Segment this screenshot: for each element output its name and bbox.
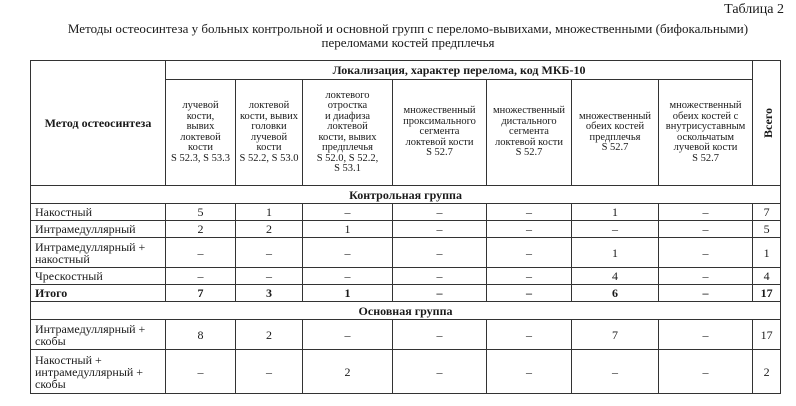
group-title: Основная группа (31, 302, 781, 320)
value-cell: – (303, 238, 393, 268)
column-header-line: отростка (327, 100, 368, 111)
value-cell: 4 (753, 268, 781, 285)
value-cell: – (236, 350, 303, 394)
value-cell: – (393, 238, 487, 268)
value-cell: – (303, 320, 393, 350)
column-header-line: локтевой (327, 121, 368, 132)
column-header-line: множественный (403, 105, 476, 117)
column-header (393, 80, 487, 186)
column-header-line: множественный (492, 105, 565, 117)
value-cell: – (487, 238, 572, 268)
value-cell: – (393, 285, 487, 302)
column-header-line: S 52.3, S 53.3 (171, 152, 230, 164)
value-cell: 2 (236, 221, 303, 238)
column-header-line: S 52.7 (426, 147, 453, 159)
group-title: Контрольная группа (31, 186, 781, 204)
value-cell: 17 (753, 285, 781, 302)
column-header-line: S 52.7 (692, 152, 719, 164)
column-header-line: кости, (186, 110, 215, 122)
column-header-line: S 52.7 (515, 147, 543, 159)
method-text: Интрамедуллярный + (35, 321, 146, 336)
value-cell: – (659, 238, 753, 268)
column-header-line: кости, вывих (239, 110, 299, 122)
column-header-line: кости (256, 142, 282, 153)
value-cell: 2 (166, 221, 236, 238)
column-header-line: сегмента (509, 126, 549, 138)
value-cell: – (572, 221, 659, 238)
value-cell: – (393, 350, 487, 394)
value-cell: 2 (303, 350, 393, 394)
table-body (31, 186, 781, 394)
value-cell: 7 (166, 285, 236, 302)
table-row (31, 238, 781, 268)
column-header-line: кости (188, 142, 213, 153)
table-row (31, 221, 781, 238)
value-cell: – (487, 221, 572, 238)
column-header-line: S 52.0, S 52.2, (316, 152, 379, 164)
method-cell (31, 204, 166, 221)
method-text: накостный (35, 251, 90, 266)
column-header-line: вывих (186, 121, 215, 132)
value-cell: 6 (572, 285, 659, 302)
value-cell: – (659, 268, 753, 285)
value-cell: 1 (236, 204, 303, 221)
column-header (659, 80, 753, 186)
column-header-line: обеих костей с (672, 110, 739, 122)
method-cell (31, 221, 166, 238)
column-header (303, 80, 393, 186)
method-text: Накостный (35, 205, 92, 219)
value-cell: – (166, 350, 236, 394)
group-row (31, 302, 781, 320)
value-cell: 1 (303, 221, 393, 238)
value-cell: – (236, 238, 303, 268)
column-header-line: сегмента (419, 126, 460, 138)
value-cell: 3 (236, 285, 303, 302)
method-text: Итого (35, 286, 68, 300)
value-cell: 4 (572, 268, 659, 285)
column-header-line: лучевой (182, 100, 219, 111)
method-text: интрамедуллярный + (35, 364, 144, 379)
value-cell: – (303, 268, 393, 285)
value-cell: – (303, 204, 393, 221)
value-cell: 1 (572, 204, 659, 221)
method-cell (31, 350, 166, 394)
column-header-line: S 53.1 (334, 163, 361, 174)
value-cell: – (659, 320, 753, 350)
column-header-line: предплечья (589, 131, 641, 143)
value-cell: – (659, 221, 753, 238)
total-header (753, 61, 781, 186)
column-header-line: лучевой кости (673, 142, 738, 153)
column-header-line: и диафиза (324, 110, 371, 122)
value-cell: 2 (753, 350, 781, 394)
column-header-line: оскольчатым (677, 131, 735, 143)
column-header-line: локтевого (325, 89, 370, 101)
table-row (31, 268, 781, 285)
column-header-line: проксимального (403, 115, 476, 127)
column-header-line: множественный (578, 110, 651, 122)
column-header (166, 80, 236, 186)
value-cell: 1 (303, 285, 393, 302)
value-cell: – (487, 285, 572, 302)
column-header-line: множественный (669, 100, 742, 111)
value-cell: – (572, 350, 659, 394)
value-cell: – (393, 204, 487, 221)
method-text: скобы (35, 333, 66, 348)
value-cell: – (659, 285, 753, 302)
value-cell: – (487, 204, 572, 221)
value-cell: – (166, 268, 236, 285)
column-header (572, 80, 659, 186)
caption-line-1: Методы остеосинтеза у больных контрольной и основной групп с переломо-вывихами, множественными (бифокальными) (67, 21, 749, 36)
column-header-line: S 52.2, S 53.0 (239, 152, 299, 164)
column-header-line: головки (251, 121, 287, 132)
table-caption (30, 22, 786, 50)
value-cell: 7 (572, 320, 659, 350)
method-text: Интрамедуллярный (35, 222, 136, 236)
method-text: Чрескостный (35, 269, 103, 283)
column-header-line: локтевой (248, 100, 290, 111)
value-cell: – (487, 320, 572, 350)
column-header-line: внутрисуставным (665, 121, 746, 132)
value-cell: 5 (753, 221, 781, 238)
column-header-line: кости, вывих (318, 131, 377, 143)
total-row (31, 285, 781, 302)
table-number: Таблица 2 (724, 2, 784, 17)
method-text: Интрамедуллярный + (35, 239, 146, 254)
column-header (487, 80, 572, 186)
method-text: Накостный + (35, 352, 102, 367)
caption-line-2: переломами костей предплечья (321, 35, 495, 50)
column-header-line: дистального (501, 115, 557, 127)
column-header-line: лучевой (250, 131, 288, 143)
table-row (31, 204, 781, 221)
value-cell: 1 (753, 238, 781, 268)
value-cell: 7 (753, 204, 781, 221)
column-header-line: локтевой кости (494, 136, 564, 148)
table-row (31, 350, 781, 394)
value-cell: 2 (236, 320, 303, 350)
total-header-text: Всего (761, 108, 776, 138)
value-cell: 17 (753, 320, 781, 350)
method-cell (31, 268, 166, 285)
column-header-line: локтевой (180, 131, 221, 143)
method-cell (31, 320, 166, 350)
table-row (31, 320, 781, 350)
value-cell: – (393, 268, 487, 285)
column-header-line: S 52.7 (601, 142, 629, 153)
method-cell (31, 285, 166, 302)
value-cell: 5 (166, 204, 236, 221)
column-header-line: предплечья (322, 142, 373, 153)
localization-header: Локализация, характер перелома, код МКБ-10 (166, 61, 753, 80)
method-text: скобы (35, 376, 66, 391)
osteosynthesis-table (30, 60, 781, 394)
value-cell: – (393, 221, 487, 238)
method-header: Метод остеосинтеза (31, 61, 166, 186)
value-cell: – (659, 350, 753, 394)
value-cell: – (393, 320, 487, 350)
method-cell (31, 238, 166, 268)
group-row (31, 186, 781, 204)
value-cell: – (659, 204, 753, 221)
value-cell: 1 (572, 238, 659, 268)
value-cell: – (487, 268, 572, 285)
value-cell: – (166, 238, 236, 268)
value-cell: 8 (166, 320, 236, 350)
column-header (236, 80, 303, 186)
value-cell: – (236, 268, 303, 285)
column-header-line: обеих костей (585, 121, 645, 132)
value-cell: – (487, 350, 572, 394)
column-header-line: локтевой кости (405, 136, 474, 148)
